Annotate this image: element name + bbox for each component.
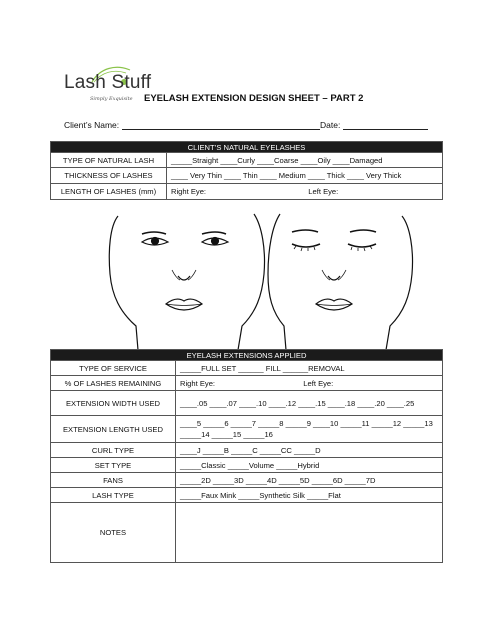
applied-row-label: SET TYPE bbox=[51, 458, 176, 473]
natural-lash-type-options[interactable]: _____Straight ____Curly ____Coarse ____Oily ____Damaged bbox=[167, 153, 443, 168]
applied-row-label: EXTENSION LENGTH USED bbox=[51, 416, 176, 443]
applied-row-label: % OF LASHES REMAINING bbox=[51, 376, 176, 391]
set-type-options[interactable]: _____Classic _____Volume _____Hybrid bbox=[176, 458, 443, 473]
right-eye-label: Right Eye: bbox=[171, 187, 207, 196]
page-title: EYELASH EXTENSION DESIGN SHEET – PART 2 bbox=[144, 93, 364, 104]
length-field[interactable] bbox=[167, 184, 443, 200]
width-options[interactable]: ____.05 ____.07 ____.10 ____.12 ____.15 ____.18 ____.20 ____.25 bbox=[176, 391, 443, 416]
lashes-remaining-field[interactable] bbox=[176, 376, 443, 391]
logo-tagline: Simply Exquisite bbox=[90, 96, 133, 102]
applied-row-label: FANS bbox=[51, 473, 176, 488]
client-name-field[interactable] bbox=[122, 120, 320, 130]
logo-brand: Lash Stuff bbox=[64, 72, 152, 93]
natural-lashes-table bbox=[50, 141, 443, 200]
left-eye-label: Left Eye: bbox=[303, 378, 334, 388]
length-options[interactable]: ____5 _____6 _____7 _____8 _____9 ____10 _____11 _____12 _____13 _____14 _____15 _____16 bbox=[176, 416, 443, 443]
service-type-options[interactable]: _____FULL SET ______ FILL ______REMOVAL bbox=[176, 361, 443, 376]
natural-lashes-header: CLIENT’S NATURAL EYELASHES bbox=[51, 142, 443, 153]
face-eyes-open-icon bbox=[109, 214, 264, 350]
lash-type-options[interactable]: _____Faux Mink _____Synthetic Silk _____Flat bbox=[176, 488, 443, 503]
applied-row-label: TYPE OF SERVICE bbox=[51, 361, 176, 376]
fans-options[interactable]: _____2D _____3D _____4D _____5D _____6D _____7D bbox=[176, 473, 443, 488]
face-diagrams bbox=[50, 204, 450, 350]
natural-row-label: TYPE OF NATURAL LASH bbox=[51, 153, 167, 168]
client-name-label: Client’s Name: bbox=[64, 120, 120, 130]
applied-row-label: LASH TYPE bbox=[51, 488, 176, 503]
curl-type-options[interactable]: ____J _____B _____C _____CC _____D bbox=[176, 443, 443, 458]
natural-row-label: LENGTH OF LASHES (mm) bbox=[51, 184, 167, 200]
left-eye-label: Left Eye: bbox=[308, 187, 339, 196]
date-field[interactable] bbox=[343, 120, 428, 130]
face-eyes-closed-icon bbox=[268, 214, 413, 350]
lash-stuff-logo bbox=[64, 66, 154, 106]
date-label: Date: bbox=[320, 120, 341, 130]
client-name-row bbox=[64, 120, 320, 130]
notes-field[interactable] bbox=[176, 503, 443, 563]
natural-row-label: THICKNESS OF LASHES bbox=[51, 168, 167, 184]
date-row bbox=[320, 120, 428, 130]
right-eye-label: Right Eye: bbox=[180, 378, 216, 388]
applied-row-label: NOTES bbox=[51, 503, 176, 563]
extensions-applied-header: EYELASH EXTENSIONS APPLIED bbox=[51, 350, 443, 361]
applied-row-label: EXTENSION WIDTH USED bbox=[51, 391, 176, 416]
thickness-options[interactable]: ____ Very Thin ____ Thin ____ Medium ____ Thick ____ Very Thick bbox=[167, 168, 443, 184]
extensions-applied-table bbox=[50, 349, 443, 563]
applied-row-label: CURL TYPE bbox=[51, 443, 176, 458]
